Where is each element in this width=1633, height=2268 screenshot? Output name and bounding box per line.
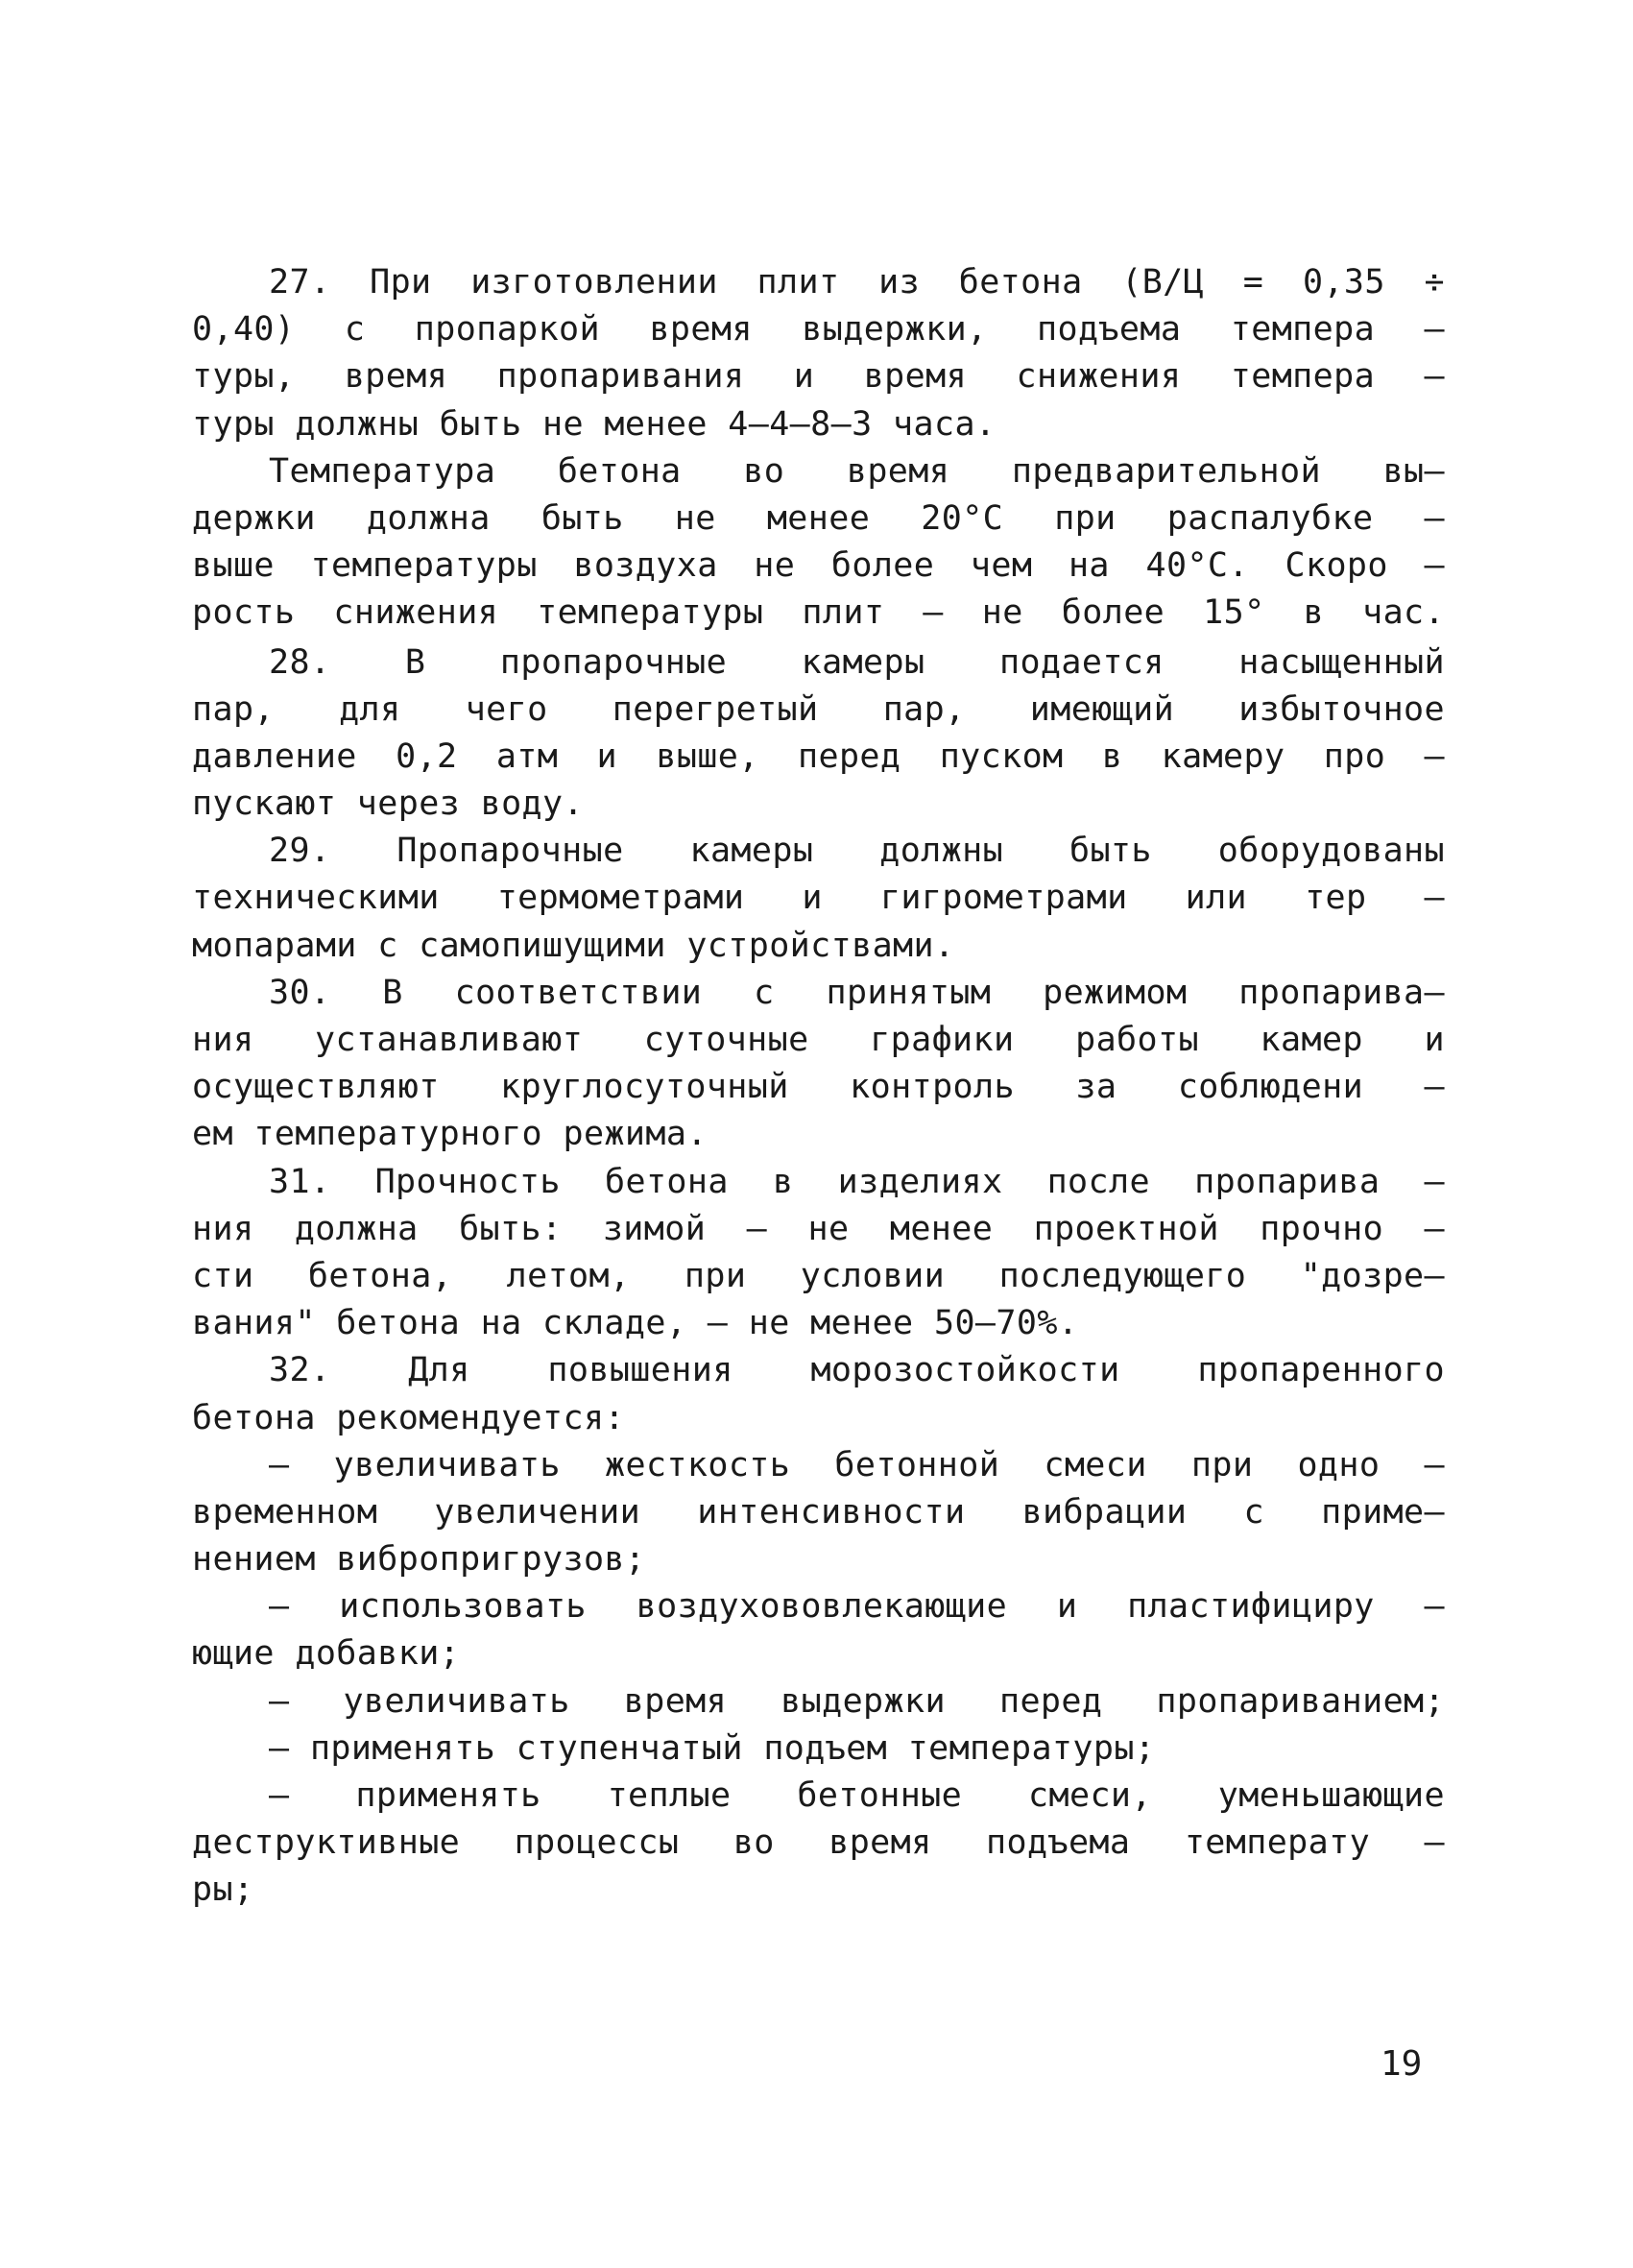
- text-line: – применять теплые бетонные смеси, уменьшающие: [269, 1776, 1445, 1815]
- text-line: Температура бетона во время предварительной вы–: [269, 451, 1445, 491]
- text-line: ния должна быть: зимой – не менее проектной прочно –: [192, 1209, 1445, 1248]
- text-line: ры;: [192, 1870, 254, 1910]
- paragraph-32: [192, 1347, 1445, 1441]
- text-line: 30. В соответствии с принятым режимом пропарива–: [269, 973, 1445, 1012]
- text-line: мопарами с самопишущими устройствами.: [192, 926, 955, 965]
- text-line: пускают через воду.: [192, 784, 584, 824]
- paragraph-29: [192, 828, 1445, 970]
- list-item: [192, 1678, 1445, 1725]
- text-line: сти бетона, летом, при условии последующего "дозре–: [192, 1256, 1445, 1295]
- document-body: [192, 259, 1445, 1915]
- text-line: деструктивные процессы во время подъема температу –: [192, 1823, 1445, 1863]
- paragraph-30: [192, 970, 1445, 1159]
- text-line: держки должна быть не менее 20°С при распалубке –: [192, 498, 1445, 538]
- text-line: техническими термометрами и гигрометрами или тер –: [192, 879, 1445, 918]
- text-line: 27. При изготовлении плит из бетона (В/Ц = 0,35 ÷: [269, 263, 1445, 302]
- list-item: [192, 1773, 1445, 1915]
- text-line: пар, для чего перегретый пар, имеющий избыточное: [192, 689, 1445, 729]
- text-line: – увеличивать жесткость бетонной смеси при одно –: [269, 1445, 1445, 1484]
- list-item: [192, 1725, 1445, 1773]
- text-line: временном увеличении интенсивности вибрации с приме–: [192, 1492, 1445, 1532]
- text-line: ем температурного режима.: [192, 1115, 708, 1154]
- text-line: 29. Пропарочные камеры должны быть оборудованы: [269, 832, 1445, 871]
- paragraph-27-temperature: [192, 448, 1445, 638]
- text-line: – увеличивать время выдержки перед пропариванием;: [269, 1681, 1445, 1721]
- text-line: 28. В пропарочные камеры подается насыщенный: [269, 642, 1445, 682]
- text-line: туры должны быть не менее 4–4–8–3 часа.: [192, 404, 997, 444]
- text-line: выше температуры воздуха не более чем на 40°С. Скоро –: [192, 546, 1445, 586]
- text-line: – использовать воздухововлекающие и пластифициру –: [269, 1587, 1445, 1627]
- text-line: 31. Прочность бетона в изделиях после пропарива –: [269, 1162, 1445, 1201]
- text-line: нением вибропригрузов;: [192, 1540, 646, 1580]
- text-line: рость снижения температуры плит – не более 15° в час.: [192, 593, 1445, 633]
- text-line: ния устанавливают суточные графики работы камер и: [192, 1021, 1445, 1059]
- text-line: 32. Для повышения морозостойкости пропаренного: [269, 1351, 1445, 1390]
- list-item: [192, 1583, 1445, 1677]
- paragraph-28: [192, 639, 1445, 829]
- text-line: бетона рекомендуется:: [192, 1398, 625, 1437]
- text-line: 0,40) с пропаркой время выдержки, подъема темпера –: [192, 310, 1445, 350]
- text-line: ющие добавки;: [192, 1634, 461, 1674]
- paragraph-31: [192, 1159, 1445, 1348]
- text-line: осуществляют круглосуточный контроль за соблюдени –: [192, 1068, 1445, 1107]
- text-line: давление 0,2 атм и выше, перед пуском в камеру про –: [192, 736, 1445, 776]
- text-line: – применять ступенчатый подъем температуры;: [269, 1728, 1156, 1768]
- page-number: 19: [1381, 2044, 1423, 2084]
- text-line: туры, время пропаривания и время снижения темпера –: [192, 357, 1445, 397]
- paragraph-27: [192, 259, 1445, 448]
- text-line: вания" бетона на складе, – не менее 50–70%.: [192, 1304, 1079, 1343]
- list-item: [192, 1442, 1445, 1584]
